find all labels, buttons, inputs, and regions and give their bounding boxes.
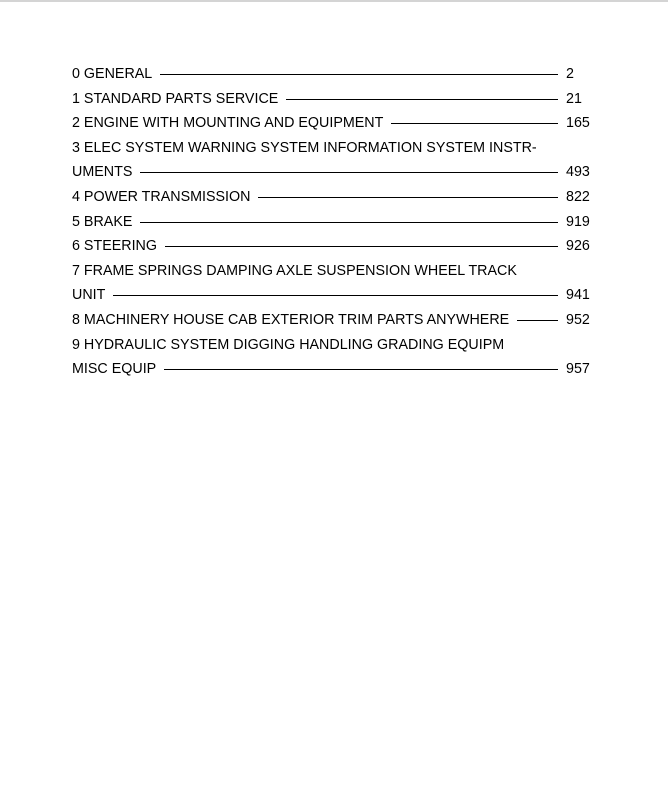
- toc-leader-line: [165, 246, 558, 247]
- toc-line: [72, 333, 590, 358]
- toc-entry-title[interactable]: 5 BRAKE: [72, 213, 133, 230]
- table-of-contents: [72, 62, 590, 382]
- toc-entry[interactable]: [72, 111, 590, 136]
- toc-entry-title-continued[interactable]: MISC EQUIP: [72, 361, 157, 378]
- toc-leader-line: [140, 222, 558, 223]
- toc-leader-line: [391, 123, 558, 124]
- toc-entry[interactable]: [72, 333, 590, 382]
- top-border: [0, 0, 668, 2]
- toc-page-number[interactable]: 2: [566, 66, 574, 82]
- toc-entry[interactable]: [72, 308, 590, 333]
- toc-line: [72, 87, 590, 112]
- toc-leader-line: [286, 99, 558, 100]
- toc-entry-title[interactable]: 6 STEERING: [72, 238, 158, 255]
- toc-entry-title[interactable]: 9 HYDRAULIC SYSTEM DIGGING HANDLING GRADING EQUIPM: [72, 336, 505, 353]
- toc-page-number[interactable]: 493: [566, 164, 590, 181]
- toc-line: [72, 210, 590, 235]
- toc-leader-line: [160, 74, 558, 75]
- toc-entry[interactable]: [72, 136, 590, 185]
- toc-line: [72, 136, 590, 161]
- toc-leader-line: [113, 295, 558, 296]
- toc-line: [72, 111, 590, 136]
- toc-page-number[interactable]: 952: [566, 311, 590, 328]
- toc-entry[interactable]: [72, 87, 590, 112]
- toc-entry-title[interactable]: 1 STANDARD PARTS SERVICE: [72, 90, 279, 107]
- toc-page-number[interactable]: 926: [566, 238, 590, 255]
- toc-line: [72, 160, 590, 185]
- toc-entry-title[interactable]: 2 ENGINE WITH MOUNTING AND EQUIPMENT: [72, 115, 384, 132]
- toc-entry-title-continued[interactable]: UMENTS: [72, 164, 133, 181]
- toc-line: [72, 357, 590, 382]
- toc-page-number[interactable]: 957: [566, 361, 590, 378]
- toc-page-number[interactable]: 822: [566, 188, 590, 205]
- toc-line: [72, 62, 590, 87]
- toc-leader-line: [164, 369, 558, 370]
- toc-line: [72, 283, 590, 308]
- toc-leader-line: [517, 320, 558, 321]
- toc-entry[interactable]: [72, 185, 590, 210]
- toc-page-number[interactable]: 21: [566, 90, 582, 107]
- toc-entry-title-continued[interactable]: UNIT: [72, 287, 106, 304]
- toc-entry-title[interactable]: 0 GENERAL: [72, 66, 153, 82]
- toc-page-number[interactable]: 919: [566, 213, 590, 230]
- toc-leader-line: [140, 172, 558, 173]
- toc-entry[interactable]: [72, 259, 590, 308]
- toc-page-number[interactable]: 165: [566, 115, 590, 132]
- toc-entry-title[interactable]: 8 MACHINERY HOUSE CAB EXTERIOR TRIM PARTS ANYWHERE: [72, 311, 510, 328]
- toc-entry[interactable]: [72, 210, 590, 235]
- toc-entry-title[interactable]: 7 FRAME SPRINGS DAMPING AXLE SUSPENSION WHEEL TRACK: [72, 262, 517, 279]
- toc-line: [72, 308, 590, 333]
- toc-page-number[interactable]: 941: [566, 287, 590, 304]
- toc-entry[interactable]: [72, 62, 590, 87]
- toc-leader-line: [258, 197, 558, 198]
- toc-line: [72, 234, 590, 259]
- toc-entry-title[interactable]: 4 POWER TRANSMISSION: [72, 188, 251, 205]
- toc-entry-title[interactable]: 3 ELEC SYSTEM WARNING SYSTEM INFORMATION SYSTEM INSTR-: [72, 139, 537, 156]
- toc-line: [72, 259, 590, 284]
- toc-line: [72, 185, 590, 210]
- toc-entry[interactable]: [72, 234, 590, 259]
